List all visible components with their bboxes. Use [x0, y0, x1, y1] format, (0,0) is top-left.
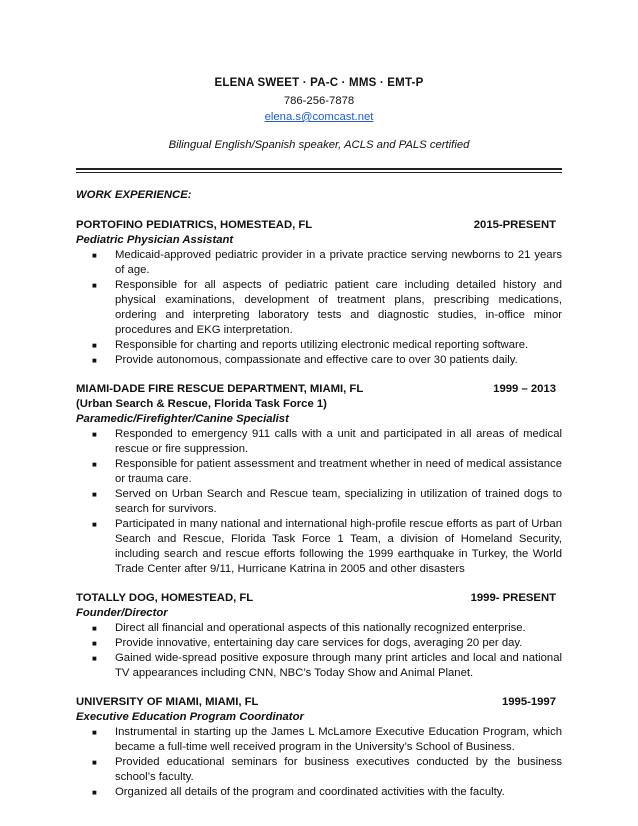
- job-header: [76, 695, 562, 710]
- job-dates: 1999 – 2013: [493, 383, 556, 395]
- employer: MIAMI-DADE FIRE RESCUE DEPARTMENT, MIAMI, FL: [76, 383, 364, 395]
- duty-text: Served on Urban Search and Rescue team, specializing in utilization of trained dogs to search for survivors.: [115, 488, 562, 515]
- bullet-icon: ■: [92, 639, 97, 648]
- duty-text: Gained wide-spread positive exposure through many print articles and local and national TV appearances including CNN, NBC’s Today Show and Animal Planet.: [115, 652, 562, 679]
- section-title: WORK EXPERIENCE:: [76, 189, 192, 201]
- duty-item: [76, 338, 562, 353]
- duty-text: Organized all details of the program and coordinated activities with the faculty.: [115, 786, 505, 798]
- duty-item: [76, 353, 562, 368]
- tagline: Bilingual English/Spanish speaker, ACLS and PALS certified: [168, 139, 470, 151]
- duty-list: [76, 621, 562, 681]
- duty-item: [76, 248, 562, 278]
- bullet-icon: ■: [92, 430, 97, 439]
- bullet-icon: ■: [92, 654, 97, 663]
- job-role: Executive Education Program Coordinator: [76, 711, 304, 723]
- job-role: Pediatric Physician Assistant: [76, 234, 234, 246]
- bullet-icon: ■: [92, 251, 97, 260]
- duty-item: [76, 621, 562, 636]
- duty-text: Provide innovative, entertaining day care services for dogs, averaging 20 per day.: [115, 637, 523, 649]
- bullet-icon: ■: [92, 490, 97, 499]
- duty-text: Responsible for patient assessment and treatment whether in need of medical assistance or trauma care.: [115, 458, 562, 485]
- job-header: [76, 591, 562, 606]
- bullet-icon: ■: [92, 520, 97, 529]
- bullet-icon: ■: [92, 728, 97, 737]
- job-header: [76, 218, 562, 233]
- job-list: [76, 218, 562, 800]
- duty-text: Responsible for all aspects of pediatric patient care including detailed history and physical examinations, development of treatment plans, prescribing medications, ordering and interpreting laboratory tests and diagnostic studies, in-office minor procedures and EKG interpretation.: [115, 279, 562, 336]
- duty-text: Provide autonomous, compassionate and effective care to over 30 patients daily.: [115, 354, 518, 366]
- duty-text: Responded to emergency 911 calls with a unit and participated in all areas of medical rescue or fire suppression.: [115, 428, 562, 455]
- duty-text: Medicaid-approved pediatric provider in a private practice serving newborns to 21 years of age.: [115, 249, 562, 276]
- bullet-icon: ■: [92, 356, 97, 365]
- job-role: Founder/Director: [76, 607, 168, 619]
- resume-header: [76, 76, 562, 153]
- duty-item: [76, 457, 562, 487]
- employer: TOTALLY DOG, HOMESTEAD, FL: [76, 592, 254, 604]
- duty-text: Provided educational seminars for business executives conducted by the business school’s faculty.: [115, 756, 562, 783]
- duty-text: Direct all financial and operational aspects of this nationally recognized enterprise.: [115, 622, 526, 634]
- job-role: Paramedic/Firefighter/Canine Specialist: [76, 413, 289, 425]
- job-entry: [76, 591, 562, 681]
- job-dates: 1999- PRESENT: [470, 592, 556, 604]
- duty-item: [76, 725, 562, 755]
- duty-list: [76, 725, 562, 800]
- duty-list: [76, 248, 562, 368]
- duty-item: [76, 487, 562, 517]
- duty-item: [76, 278, 562, 338]
- phone-number: 786-256-7878: [283, 95, 355, 107]
- header-divider-thin: [76, 172, 562, 173]
- duty-item: [76, 755, 562, 785]
- duty-item: [76, 517, 562, 577]
- job-header: [76, 382, 562, 397]
- bullet-icon: ■: [92, 341, 97, 350]
- bullet-icon: ■: [92, 788, 97, 797]
- job-entry: [76, 382, 562, 577]
- bullet-icon: ■: [92, 758, 97, 767]
- job-entry: [76, 695, 562, 800]
- job-entry: [76, 218, 562, 368]
- duty-item: [76, 636, 562, 651]
- header-divider-thick: [76, 168, 562, 170]
- job-dates: 2015-PRESENT: [473, 219, 556, 231]
- duty-text: Instrumental in starting up the James L McLamore Executive Education Program, which became a full-time well received program in the University’s School of Business.: [115, 726, 562, 753]
- duty-text: Participated in many national and international high-profile rescue efforts as part of Urban Search and Rescue, Florida Task Force 1 Team, a division of Homeland Security, including search and rescue efforts following the 1999 earthquake in Turkey, the World Trade Center after 9/11, Hurricane Katrina in 2005 and other disasters: [115, 518, 562, 575]
- bullet-icon: ■: [92, 460, 97, 469]
- job-dates: 1995-1997: [501, 696, 556, 708]
- email-link[interactable]: elena.s@comcast.net: [264, 111, 374, 123]
- employer: UNIVERSITY OF MIAMI, MIAMI, FL: [76, 696, 259, 708]
- employer: PORTOFINO PEDIATRICS, HOMESTEAD, FL: [76, 219, 313, 231]
- duty-item: [76, 651, 562, 681]
- duty-item: [76, 785, 562, 800]
- candidate-name: ELENA SWEET · PA-C · MMS · EMT-P: [214, 77, 424, 89]
- bullet-icon: ■: [92, 281, 97, 290]
- duty-text: Responsible for charting and reports utilizing electronic medical reporting software.: [115, 339, 529, 351]
- duty-item: [76, 427, 562, 457]
- job-subtitle: (Urban Search & Rescue, Florida Task Force 1): [76, 398, 327, 410]
- duty-list: [76, 427, 562, 577]
- bullet-icon: ■: [92, 624, 97, 633]
